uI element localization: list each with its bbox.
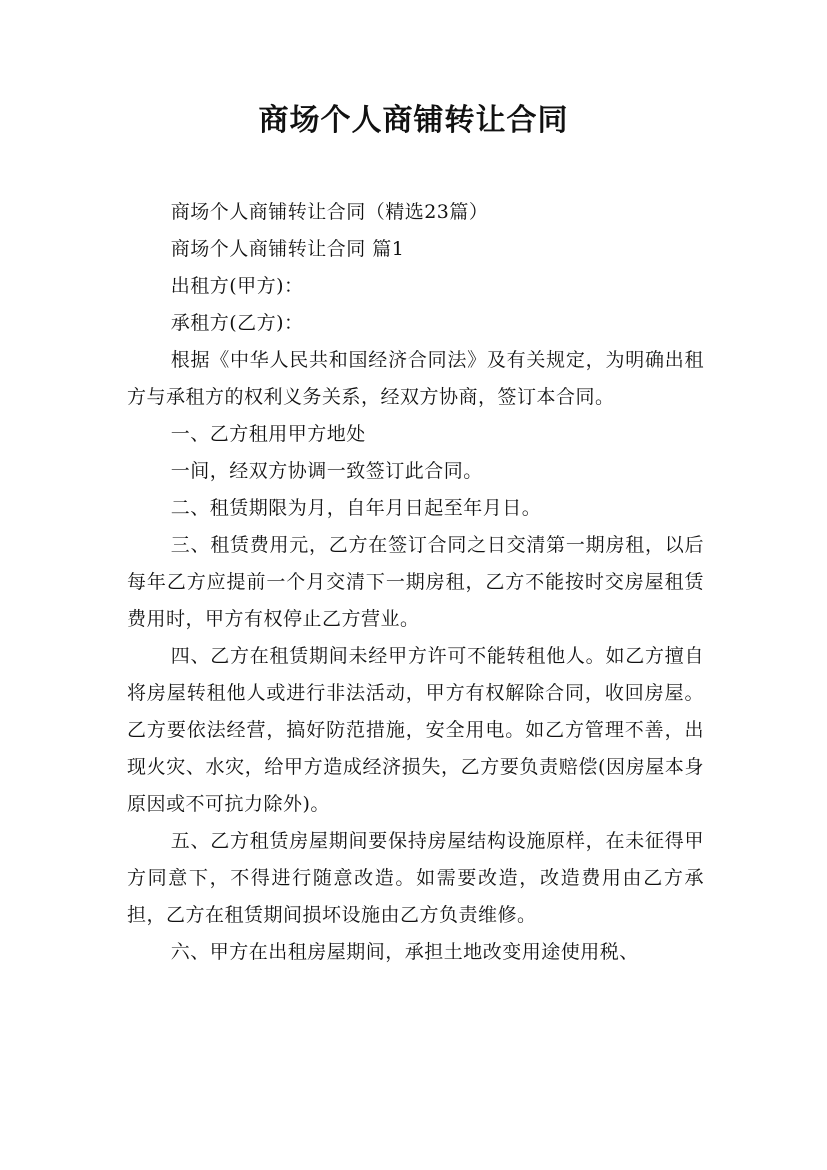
paragraph-clause-1-cont: 一间，经双方协调一致签订此合同。 <box>170 460 483 482</box>
paragraph-clause-4: 四、乙方在租赁期间未经甲方许可不能转租他人。如乙方擅自将房屋转租他人或进行非法活动，甲方有权解除合同，收回房屋。乙方要依法经营，搞好防范措施，安全用电。如乙方管理不善，出现火灾、水灾，给甲方造成经济损失，乙方要负责赔偿(因房屋本身原因或不可抗力除外)。 <box>127 645 704 815</box>
paragraph-clause-3: 三、租赁费用元，乙方在签订合同之日交清第一期房租，以后每年乙方应提前一个月交清下一期房租，乙方不能按时交房屋租赁费用时，甲方有权停止乙方营业。 <box>127 534 704 630</box>
paragraph-heading-part1: 商场个人商铺转让合同 篇1 <box>170 238 405 260</box>
paragraph-preamble: 根据《中华人民共和国经济合同法》及有关规定，为明确出租方与承租方的权利义务关系，经双方协商，签订本合同。 <box>127 349 704 408</box>
paragraph-lessee: 承租方(乙方)： <box>170 312 304 334</box>
paragraph-clause-5: 五、乙方租赁房屋期间要保持房屋结构设施原样，在未征得甲方同意下，不得进行随意改造。如需要改造，改造费用由乙方承担，乙方在租赁期间损坏设施由乙方负责维修。 <box>127 830 704 926</box>
paragraph-heading-collection: 商场个人商铺转让合同（精选23篇） <box>170 201 489 223</box>
document-title: 商场个人商铺转让合同 <box>258 103 569 138</box>
paragraph-clause-1: 一、乙方租用甲方地处 <box>170 423 366 445</box>
paragraph-clause-6: 六、甲方在出租房屋期间，承担土地改变用途使用税、 <box>170 941 639 963</box>
paragraph-clause-2: 二、租赁期限为月，自年月日起至年月日。 <box>170 497 542 519</box>
paragraph-lessor: 出租方(甲方)： <box>170 275 304 297</box>
document-body <box>127 194 704 971</box>
